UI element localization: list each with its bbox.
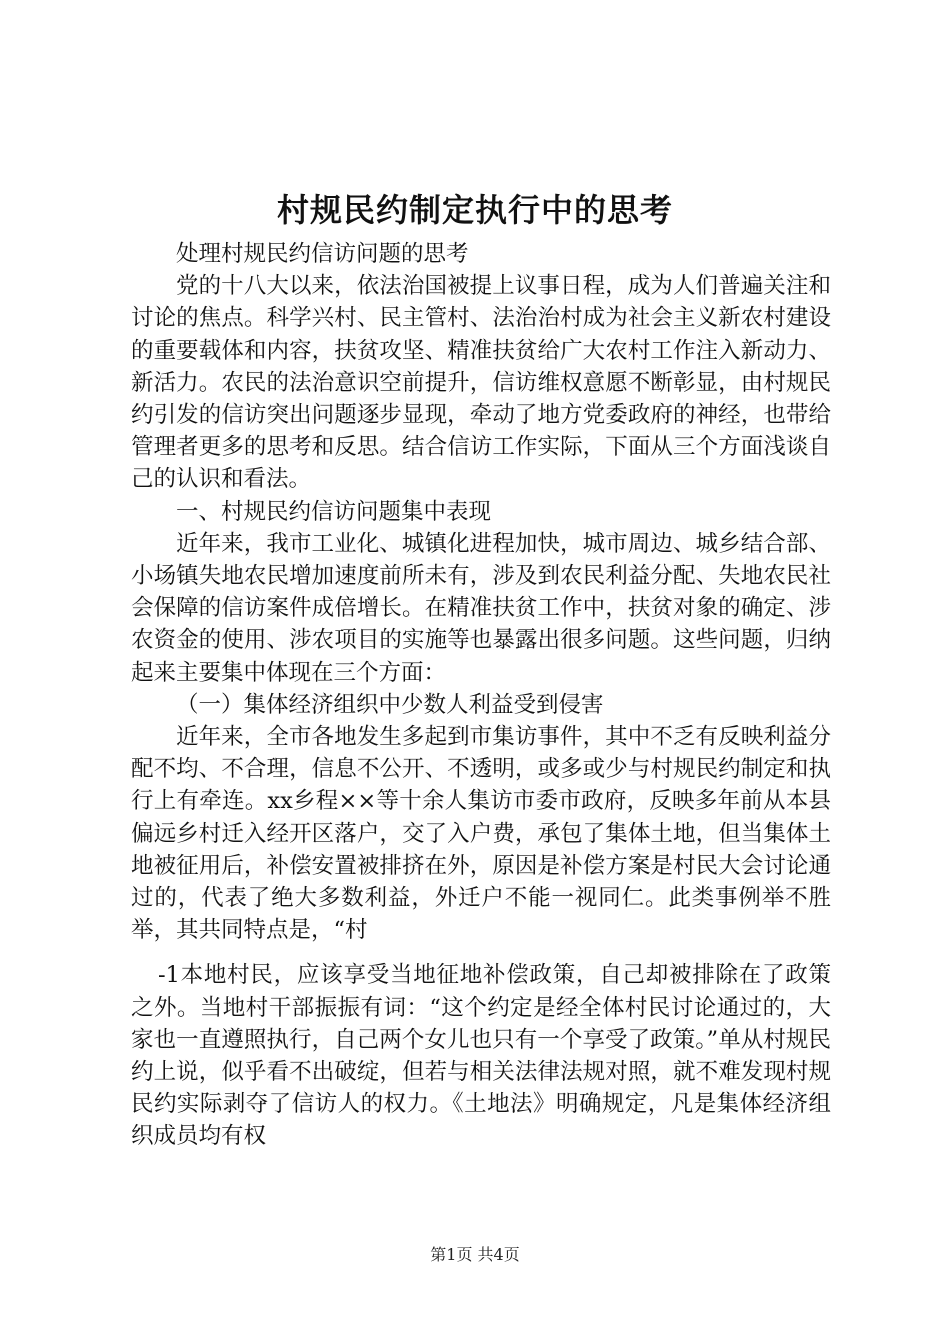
paragraph-continuation: -1本地村民，应该享受当地征地补偿政策，自己却被排除在了政策之外。当地村干部振振有词：“这个约定是经全体村民讨论通过的，大家也一直遵照执行，自己两个女儿也只有一个享受了政策。”单从村规民约上说，似乎看不出破绽，但若与相关法律法规对照，就不难发现村规民约实际剥夺了信访人的权力。《土地法》明确规定，凡是集体经济组织成员均有权 <box>131 962 831 1150</box>
subsection-heading-1: （一）集体经济组织中少数人利益受到侵害 <box>176 691 604 718</box>
paragraph-section-1: 近年来，我市工业化、城镇化进程加快，城市周边、城乡结合部、小场镇失地农民增加速度前所未有，涉及到农民利益分配、失地农民社会保障的信访案件成倍增长。在精准扶贫工作中，扶贫对象的确定、涉农资金的使用、涉农项目的实施等也暴露出很多问题。这些问题，归纳起来主要集中体现在三个方面： <box>131 530 831 686</box>
paragraph-subtitle: 处理村规民约信访问题的思考 <box>176 241 469 267</box>
paragraph-subsection-1: 近年来，全市各地发生多起到市集访事件，其中不乏有反映利益分配不均、不合理，信息不公开、不透明，或多或少与村规民约制定和执行上有牵连。xx乡程××等十余人集访市委市政府，反映多年前从本县偏远乡村迁入经开区落户，交了入户费，承包了集体土地，但当集体土地被征用后，补偿安置被排挤在外，原因是补偿方案是村民大会讨论通过的，代表了绝大多数利益，外迁户不能一视同仁。此类事例举不胜举，其共同特点是，“村 <box>131 724 831 944</box>
document-title: 村规民约制定执行中的思考 <box>276 191 673 229</box>
section-heading-1: 一、村规民约信访问题集中表现 <box>176 498 492 525</box>
page-number-footer: 第1页 共4页 <box>430 1245 520 1264</box>
document-body <box>131 238 831 1153</box>
paragraph-intro: 党的十八大以来，依法治国被提上议事日程，成为人们普遍关注和讨论的焦点。科学兴村、民主管村、法治治村成为社会主义新农村建设的重要载体和内容，扶贫攻坚、精准扶贫给广大农村工作注入新动力、新活力。农民的法治意识空前提升，信访维权意愿不断彰显，由村规民约引发的信访突出问题逐步显现，牵动了地方党委政府的神经，也带给管理者更多的思考和反思。结合信访工作实际，下面从三个方面浅谈自己的认识和看法。 <box>131 273 831 493</box>
